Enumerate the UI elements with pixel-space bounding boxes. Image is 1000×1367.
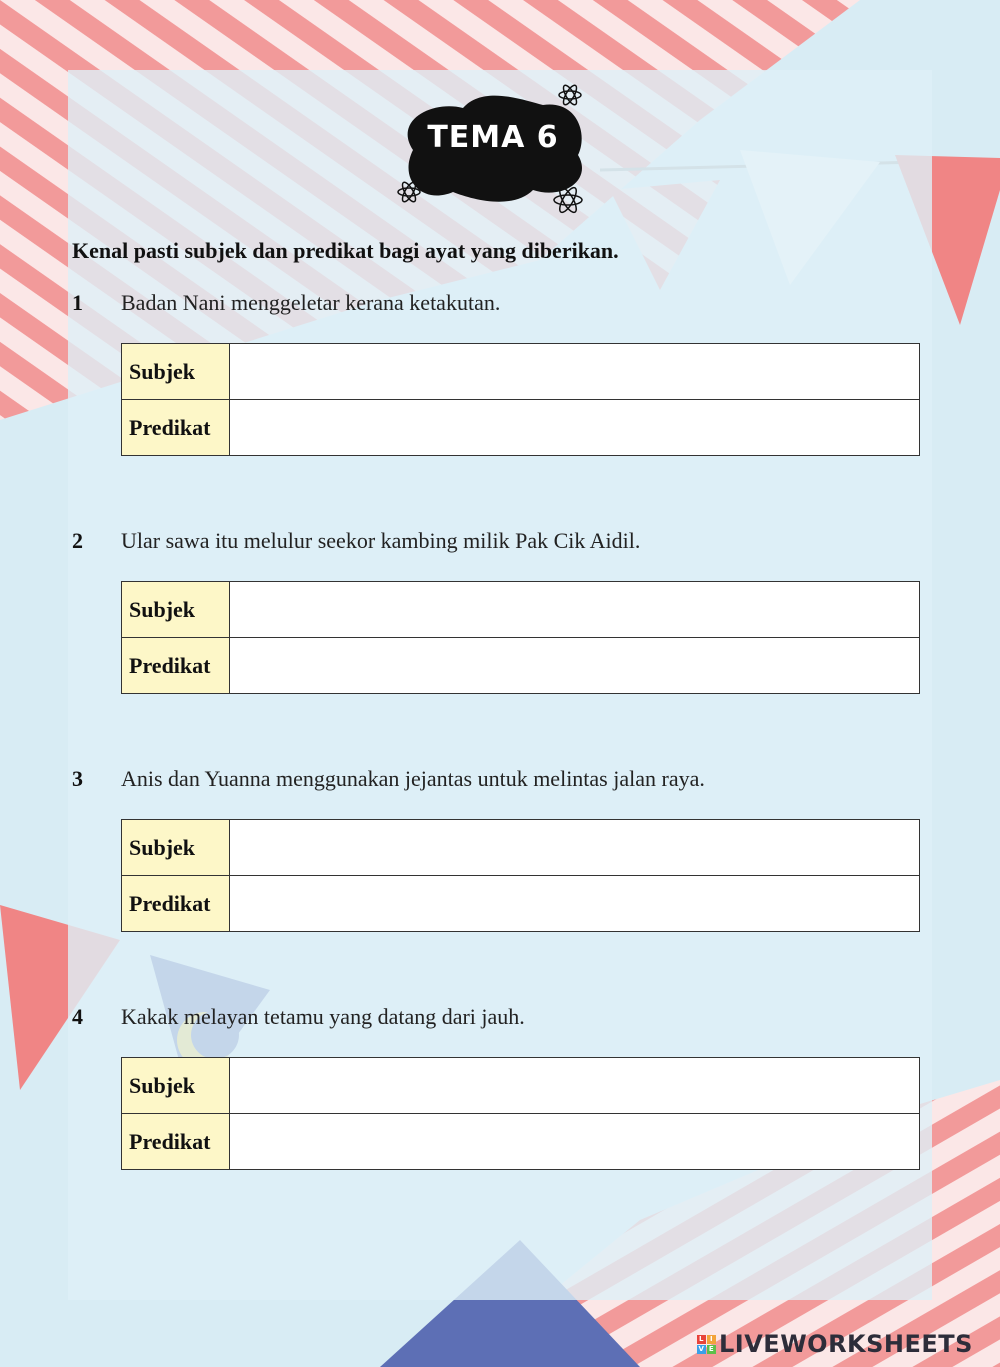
subject-label: Subjek xyxy=(122,344,230,400)
question-number: 3 xyxy=(72,766,83,791)
predicate-row xyxy=(122,638,920,694)
subject-label: Subjek xyxy=(122,582,230,638)
answer-table xyxy=(121,1057,920,1170)
subject-input[interactable] xyxy=(230,1058,920,1114)
question-number: 1 xyxy=(72,290,83,315)
subject-input[interactable] xyxy=(230,582,920,638)
badge-title: TEMA 6 xyxy=(427,120,559,155)
question-number: 2 xyxy=(72,528,83,553)
subject-row xyxy=(122,1058,920,1114)
predicate-input[interactable] xyxy=(230,638,920,694)
subject-label: Subjek xyxy=(122,1058,230,1114)
brand-name: LIVEWORKSHEETS xyxy=(719,1330,973,1358)
answer-table xyxy=(121,819,920,932)
predicate-input[interactable] xyxy=(230,400,920,456)
predicate-row xyxy=(122,1114,920,1170)
liveworksheets-logo-icon: L I V E xyxy=(698,1334,715,1353)
question-text: Badan Nani menggeletar kerana ketakutan. xyxy=(121,290,501,315)
predicate-label: Predikat xyxy=(122,876,230,932)
predicate-input[interactable] xyxy=(230,1114,920,1170)
subject-label: Subjek xyxy=(122,820,230,876)
predicate-input[interactable] xyxy=(230,876,920,932)
liveworksheets-brand xyxy=(697,1330,973,1358)
predicate-row xyxy=(122,400,920,456)
instruction-text: Kenal pasti subjek dan predikat bagi ayat yang diberikan. xyxy=(72,238,619,263)
predicate-label: Predikat xyxy=(122,400,230,456)
answer-table xyxy=(121,581,920,694)
subject-row xyxy=(122,344,920,400)
subject-row xyxy=(122,820,920,876)
question-number: 4 xyxy=(72,1004,83,1029)
subject-input[interactable] xyxy=(230,344,920,400)
answer-table xyxy=(121,343,920,456)
predicate-label: Predikat xyxy=(122,1114,230,1170)
atom-icon xyxy=(559,83,581,106)
question-text: Anis dan Yuanna menggunakan jejantas untuk melintas jalan raya. xyxy=(121,766,705,791)
question-text: Kakak melayan tetamu yang datang dari jauh. xyxy=(121,1004,525,1029)
predicate-row xyxy=(122,876,920,932)
question-text: Ular sawa itu melulur seekor kambing milik Pak Cik Aidil. xyxy=(121,528,641,553)
subject-input[interactable] xyxy=(230,820,920,876)
subject-row xyxy=(122,582,920,638)
predicate-label: Predikat xyxy=(122,638,230,694)
